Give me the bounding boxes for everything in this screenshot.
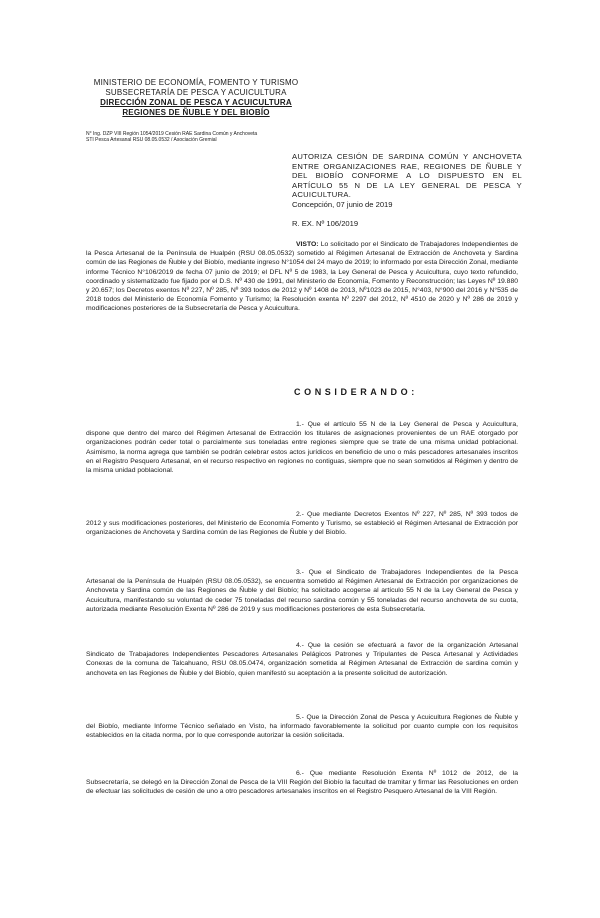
subsecretariat-line: SUBSECRETARÍA DE PESCA Y ACUICULTURA: [105, 88, 287, 97]
letterhead: [86, 78, 306, 118]
visto-label: VISTO:: [296, 241, 319, 248]
considerando-paragraph-1: 1.- Que el artículo 55 N de la Ley General de Pesca y Acuicultura, dispone que dentro del marco del Régimen Artesanal de Extracción los titulares de asignaciones provenientes de un RAE otorgado por organizaciones podrán ceder total o parcialmente sus toneladas entre regiones siempre que se trate de una misma unidad poblacional. Asimismo, la norma agrega que también se podrán celebrar estos actos jurídicos en beneficio de uno o más pescadores artesanales inscritos en el Registro Pesquero Artesanal, en el recurso respectivo en regiones no contiguas, siempre que no sean sometidos al Régimen y dentro de la misma unidad poblacional.: [86, 421, 518, 475]
considerando-paragraph-5: 5.- Que la Dirección Zonal de Pesca y Acuicultura Regiones de Ñuble y del Biobío, mediante Informe Técnico señalado en Visto, ha informado favorablemente la solicitud por cuanto cumple con los requisitos establecidos en la citada norma, por lo que corresponde autorizar la cesión solicitada.: [86, 714, 518, 740]
visto-text: Lo solicitado por el Sindicato de Trabajadores Independientes de la Pesca Artesanal de la Península de Hualpén (RSU 08.05.0532) sometido al Régimen Artesanal de Extracción de Anchoveta y Sardina común de las Regiones de Ñuble y del Biobío, mediante ingreso N°1054 del 24 mayo de 2019; lo informado por esta Dirección Zonal, mediante informe Técnico N°106/2019 de fecha 07 junio de 2019; el DFL Nº 5 de 1983, la Ley General de Pesca y Acuicultura, cuyo texto refundido, coordinado y sistematizado fue fijado por el D.S. Nº 430 de 1991, del Ministerio de Economía, Fomento y Reconstrucción; las Leyes Nº 19.880 y 20.657; los Decretos exentos Nº 227, Nº 285, Nº 393 todos de 2012 y Nº 1408 de 2013, Nº1023 de 2015, N°403, N°900 del 2016 y N°535 de 2018 todos del Ministerio de Economía Fomento y Turismo; la Resolución exenta Nº 2297 del 2012, Nº 4510 de 2020 y Nº 286 de 2019 y modificaciones posteriores de la Subsecretaría de Pesca y Acuicultura.: [86, 241, 519, 313]
regions-line: REGIONES DE ÑUBLE Y DEL BIOBÍO: [122, 108, 270, 117]
reference-line-1: N° Ing. DZP VIII Región 1054/2019 Cesión RAE Sardina Común y Anchoveta: [86, 131, 258, 137]
considerando-paragraph-3: 3.- Que el Sindicato de Trabajadores Independientes de la Pesca Artesanal de la Península de Hualpén (RSU 08.05.0532), se encuentra sometido al Régimen Artesanal de Extracción por organizaciones de Anchoveta y Sardina común de las Regiones de Ñuble y del Biobío; ha solicitado acogerse al artículo 55 N de la Ley General de Pesca y Acuicultura, manifestando su voluntad de ceder 75 toneladas del recurso sardina común y 55 toneladas del recurso anchoveta de su cuota, autorizada mediante Resolución Exenta Nº 286 de 2019 y sus modificaciones posteriores de esta Subsecretaría.: [86, 569, 518, 613]
resolution-title: AUTORIZA CESIÓN DE SARDINA COMÚN Y ANCHOVETA ENTRE ORGANIZACIONES RAE, REGIONES DE ÑUBLE Y DEL BIOBÍO CONFORME A LO DISPUESTO EN EL ARTÍCULO 55 N DE LA LEY GENERAL DE PESCA Y ACUICULTURA.: [292, 152, 522, 199]
considerando-paragraph-6: 6.- Que mediante Resolución Exenta Nº 1012 de 2012, de la Subsecretaría, se delegó en la Dirección Zonal de Pesca de la VIII Región del Biobío la facultad de tramitar y firmar las Resoluciones en orden de efectuar las solicitudes de cesión de uno a otro pescadores artesanales inscritos en el Registro Pesquero Artesanal de la VIII Región.: [86, 770, 518, 796]
reference-block: [86, 131, 316, 143]
considerando-paragraph-4: 4.- Que la cesión se efectuará a favor de la organización Artesanal Sindicato de Trabajadores Independientes Pescadores Artesanales Pelágicos Patrones y Tripulantes de Pesca Artesanal y Actividades Conexas de la comuna de Talcahuano, RSU 08.05.0474, organización sometida al Régimen Artesanal de Extracción de sardina común y anchoveta en las Regiones de Ñuble y del Biobío, quien manifestó su aceptación a la presente solicitud de autorización.: [86, 642, 518, 677]
resolution-number: R. EX. Nº 106/2019: [292, 219, 359, 228]
zonal-direction-line: DIRECCIÓN ZONAL DE PESCA Y ACUICULTURA: [100, 98, 292, 107]
reference-line-2: STI Pesca Artesanal RSU 08.05.0532 / Asociación Gremial: [86, 137, 217, 143]
visto-paragraph: [86, 240, 518, 314]
considerando-paragraph-2: 2.- Que mediante Decretos Exentos Nº 227, Nº 285, Nº 393 todos de 2012 y sus modificaciones posteriores, del Ministerio de Economía Fomento y Turismo, se estableció el Régimen Artesanal de Extracción por organizaciones de Anchoveta y Sardina común de las Regiones de Ñuble y del Biobío.: [86, 511, 518, 537]
ministry-line: MINISTERIO DE ECONOMÍA, FOMENTO Y TURISMO: [93, 78, 299, 87]
resolution-date: Concepción, 07 junio de 2019: [292, 200, 393, 209]
considerando-heading: CONSIDERANDO:: [294, 387, 418, 397]
